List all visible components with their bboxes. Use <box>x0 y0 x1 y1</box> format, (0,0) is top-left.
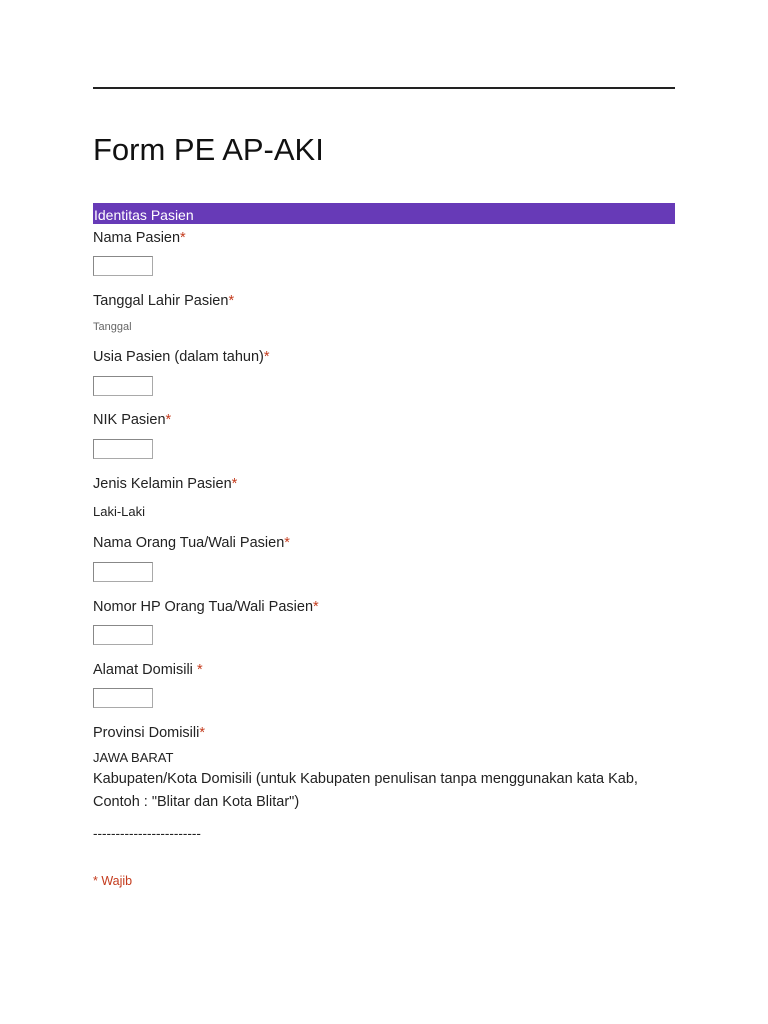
kabupaten-domisili-select[interactable]: ------------------------ <box>93 826 201 841</box>
provinsi-domisili-select[interactable]: JAWA BARAT <box>93 750 174 765</box>
nama-pasien-input[interactable] <box>93 256 153 276</box>
provinsi-domisili-label <box>93 724 205 742</box>
required-asterisk: * <box>180 230 186 246</box>
required-asterisk: * <box>165 412 172 428</box>
kabupaten-domisili-label: Kabupaten/Kota Domisili (untuk Kabupaten penulisan tanpa menggunakan kata Kab, Contoh : "Blitar dan Kota Blitar") <box>93 771 638 810</box>
jenis-kelamin-label <box>93 475 237 493</box>
jenis-kelamin-select[interactable]: Laki-Laki <box>93 504 146 519</box>
usia-pasien-input[interactable] <box>93 376 153 396</box>
required-asterisk: * <box>284 535 290 551</box>
tanggal-lahir-label-text: Tanggal Lahir Pasien <box>93 293 229 309</box>
section-header-identitas-pasien: Identitas Pasien <box>93 203 675 224</box>
provinsi-domisili-label-text: Provinsi Domisili <box>93 725 200 741</box>
required-asterisk: * <box>231 476 238 492</box>
form-page <box>93 0 675 1024</box>
nik-pasien-label <box>93 411 171 429</box>
nama-orang-tua-label-text: Nama Orang Tua/Wali Pasien <box>93 535 285 551</box>
required-asterisk: * <box>199 725 206 741</box>
required-note: * Wajib <box>93 874 133 888</box>
alamat-domisili-input[interactable] <box>93 688 153 708</box>
tanggal-lahir-date-field[interactable]: Tanggal <box>93 321 132 333</box>
top-divider <box>93 87 675 89</box>
nama-pasien-label <box>93 229 186 247</box>
usia-pasien-label-text: Usia Pasien (dalam tahun) <box>93 349 264 365</box>
nama-pasien-label-text: Nama Pasien <box>93 230 181 246</box>
nomor-hp-input[interactable] <box>93 625 153 645</box>
required-asterisk: * <box>228 293 235 309</box>
alamat-domisili-label-text: Alamat Domisili <box>93 662 197 678</box>
form-title: Form PE AP-AKI <box>93 132 324 167</box>
nik-pasien-input[interactable] <box>93 439 153 459</box>
nomor-hp-label <box>93 598 319 616</box>
alamat-domisili-label <box>93 661 203 679</box>
usia-pasien-label <box>93 348 270 366</box>
nomor-hp-label-text: Nomor HP Orang Tua/Wali Pasien <box>93 599 314 615</box>
required-asterisk: * <box>313 599 319 615</box>
tanggal-lahir-label <box>93 292 234 310</box>
nama-orang-tua-label <box>93 534 290 552</box>
nama-orang-tua-input[interactable] <box>93 562 153 582</box>
required-asterisk: * <box>196 662 203 678</box>
required-asterisk: * <box>263 349 270 365</box>
jenis-kelamin-label-text: Jenis Kelamin Pasien <box>93 476 232 492</box>
nik-pasien-label-text: NIK Pasien <box>93 412 166 428</box>
